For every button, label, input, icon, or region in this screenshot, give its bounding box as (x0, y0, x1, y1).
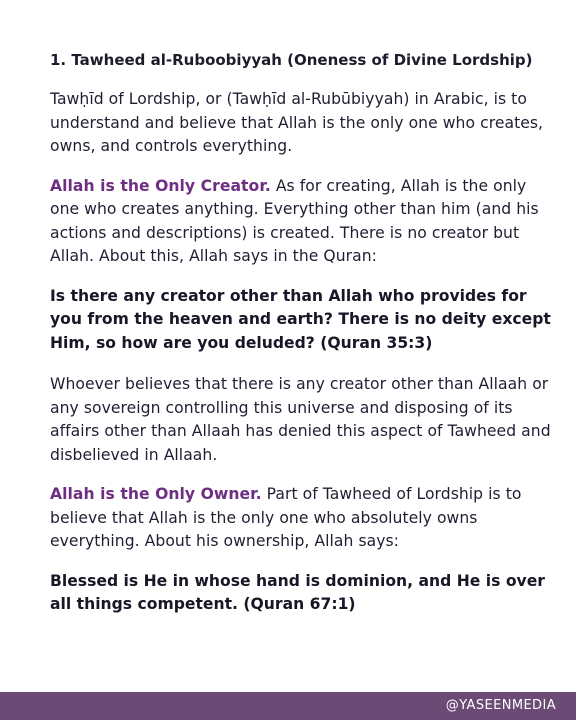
whoever-paragraph: Whoever believes that there is any creator other than Allaah or any sovereign controlling this universe and disposing of its affairs other than Allaah has denied this aspect of Tawheed and disbelieved in Allaah. (50, 375, 551, 464)
article-body (50, 50, 560, 635)
quote-creator: Is there any creator other than Allah who provides for you from the heaven and earth? There is no deity except Him, so how are you deluded? (Quran 35:3) (50, 286, 551, 352)
creator-lead: Allah is the Only Creator. (50, 176, 271, 195)
quote-owner: Blessed is He in whose hand is dominion, and He is over all things competent. (Quran 67:1) (50, 571, 545, 613)
intro-paragraph: Tawḥīd of Lordship, or (Tawḥīd al-Rubūbiyyah) in Arabic, is to understand and believe that Allah is the only one who creates, owns, and controls everything. (50, 90, 544, 155)
footer-bar (0, 692, 576, 720)
owner-body: Part of Tawheed of Lordship is to believe that Allah is the only one who absolutely owns everything. About his ownership, Allah says: (50, 485, 522, 550)
creator-body: As for creating, Allah is the only one who creates anything. Everything other than him (and his actions and descriptions) is created. There is no creator but Allah. About this, Allah says in the Quran: (50, 176, 539, 265)
footer-handle[interactable]: @YASEENMEDIA (445, 698, 556, 713)
section-heading: 1. Tawheed al-Ruboobiyyah (Oneness of Divine Lordship) (50, 51, 533, 69)
owner-paragraph (50, 483, 560, 554)
owner-lead: Allah is the Only Owner. (50, 485, 262, 503)
creator-paragraph (50, 175, 560, 269)
